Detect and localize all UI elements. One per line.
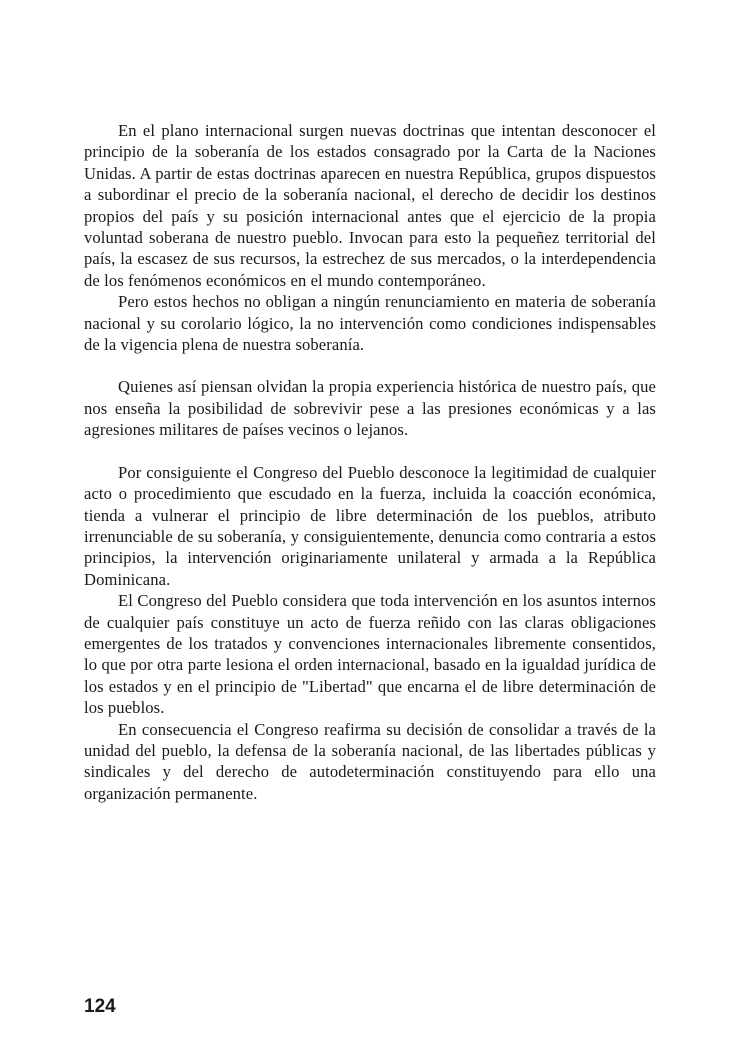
body-text [84,120,656,804]
paragraph-6: En consecuencia el Congreso reafirma su decisión de consolidar a través de la unidad del pueblo, la defensa de la soberanía nacional, de las libertades públicas y sindicales y del derecho de autodeterminación constituyendo para ello una organización permanente. [84,719,656,803]
paragraph-spacer [84,355,656,376]
paragraph-5: El Congreso del Pueblo considera que toda intervención en los asuntos internos de cualquier país constituye un acto de fuerza reñido con las claras obligaciones emergentes de los tratados y convenciones internacionales libremente consentidos, lo que por otra parte lesiona el orden internacional, basado en la igualdad jurídica de los estados y en el principio de "Libertad" que encarna el de libre determinación de los pueblos. [84,591,656,718]
paragraph-spacer [84,441,656,462]
paragraph-1: En el plano internacional surgen nuevas doctrinas que intentan desconocer el principio de la soberanía de los estados consagrado por la Carta de la Naciones Unidas. A partir de estas doctrinas aparecen en nuestra República, grupos dispuestos a subordinar el precio de la soberanía nacional, el derecho de decidir los destinos propios del país y su posición internacional antes que el ejercicio de la propia voluntad soberana de nuestro pueblo. Invocan para esto la pequeñez territorial del país, la escasez de sus recursos, la estrechez de sus mercados, o la interdependencia de los fenómenos económicos en el mundo contemporáneo. [84,121,656,290]
page-number: 124 [84,996,116,1017]
paragraph-4: Por consiguiente el Congreso del Pueblo desconoce la legitimidad de cualquier acto o procedimiento que escudado en la fuerza, incluida la coacción económica, tienda a vulnerar el principio de libre determinación de los pueblos, atributo irrenunciable de su soberanía, y consiguientemente, denuncia como contraria a estos principios, la intervención originariamente unilateral y armada a la República Dominicana. [84,462,656,589]
paragraph-3: Quienes así piensan olvidan la propia experiencia histórica de nuestro país, que nos enseña la posibilidad de sobrevivir pese a las presiones económicas y a las agresiones militares de países vecinos o lejanos. [84,377,656,440]
paragraph-2: Pero estos hechos no obligan a ningún renunciamiento en materia de soberanía nacional y su corolario lógico, la no intervención como condiciones indispensables de la vigencia plena de nuestra soberanía. [84,292,656,355]
